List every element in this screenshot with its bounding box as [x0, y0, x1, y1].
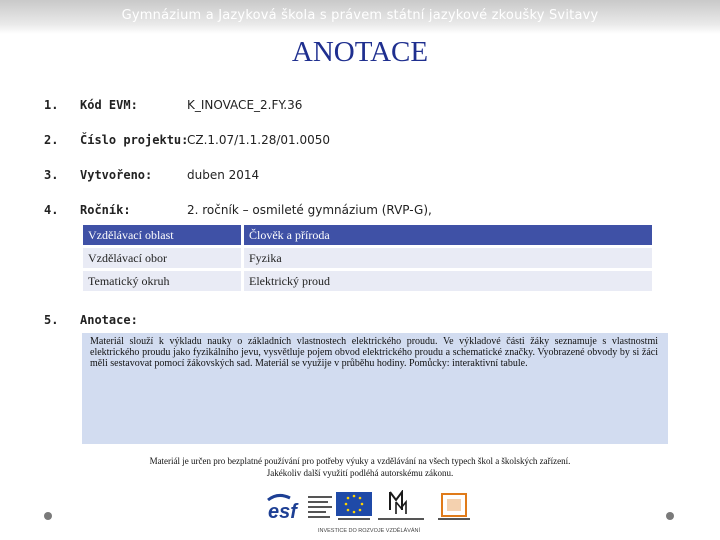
row-value: K_INOVACE_2.FY.36 — [187, 98, 303, 112]
footer-note — [100, 455, 620, 479]
row-number: 4. — [44, 203, 59, 217]
op-logo — [438, 494, 470, 520]
row-number: 3. — [44, 168, 59, 182]
esf-text: esf — [268, 501, 297, 523]
annotation-text: Materiál slouží k výkladu nauky o základních vlastnostech elektrického proudu. Ve výkladové části žáky seznamuje s vlastnostmi elektrického proudu jako fyzikálního jevu, vysvětluje pojem obvod elektrického proudu a schematické značky. Vyobrazené obvody by si žáci měli sestavovat pomocí žákovských sad. Materiál se využije v průběhu hodiny. Pomůcky: interaktivní tabule. — [82, 333, 668, 444]
footer-line: Jakékoliv další využití podléhá autorskému zákonu. — [266, 468, 454, 478]
table-cell: Fyzika — [244, 248, 652, 268]
table-cell: Elektrický proud — [244, 271, 652, 291]
table-cell: Člověk a příroda — [244, 225, 652, 245]
footer-line: Materiál je určen pro bezplatné používání pro potřeby výuky a vzdělávání na všech typech škol a školských zařízení. — [149, 456, 571, 466]
funding-logos — [266, 490, 472, 534]
row-label: Anotace: — [80, 313, 138, 327]
row-number: 2. — [44, 133, 59, 147]
table-row — [83, 248, 652, 268]
page-title: ANOTACE — [291, 36, 429, 68]
eu-flag-icon — [336, 492, 372, 520]
row-label: Vytvořeno: — [80, 168, 153, 182]
esf-logo — [266, 492, 306, 523]
row-number: 5. — [44, 313, 59, 327]
row-number: 1. — [44, 98, 59, 112]
row-label: Kód EVM: — [80, 98, 138, 112]
table-cell: Vzdělávací obor — [83, 248, 241, 268]
row-value: 2. ročník – osmileté gymnázium (RVP-G), — [187, 203, 432, 217]
msmt-logo — [378, 492, 424, 520]
row-value: duben 2014 — [187, 168, 260, 182]
logos-caption: INVESTICE DO ROZVOJE VZDĚLÁVÁNÍ — [317, 528, 421, 534]
row-label: Ročník: — [80, 203, 131, 217]
row-label: Číslo projektu: — [80, 133, 189, 147]
slide-dot-right — [666, 512, 674, 520]
subject-table — [80, 222, 655, 294]
row-value: CZ.1.07/1.1.28/01.0050 — [187, 133, 331, 147]
table-cell: Vzdělávací oblast — [83, 225, 241, 245]
table-cell: Tematický okruh — [83, 271, 241, 291]
esf-caption-icon — [308, 496, 332, 518]
table-row — [83, 271, 652, 291]
school-name: Gymnázium a Jazyková škola s právem státní jazykové zkoušky Svitavy — [121, 8, 599, 23]
slide-dot-left — [44, 512, 52, 520]
table-row — [83, 225, 652, 245]
